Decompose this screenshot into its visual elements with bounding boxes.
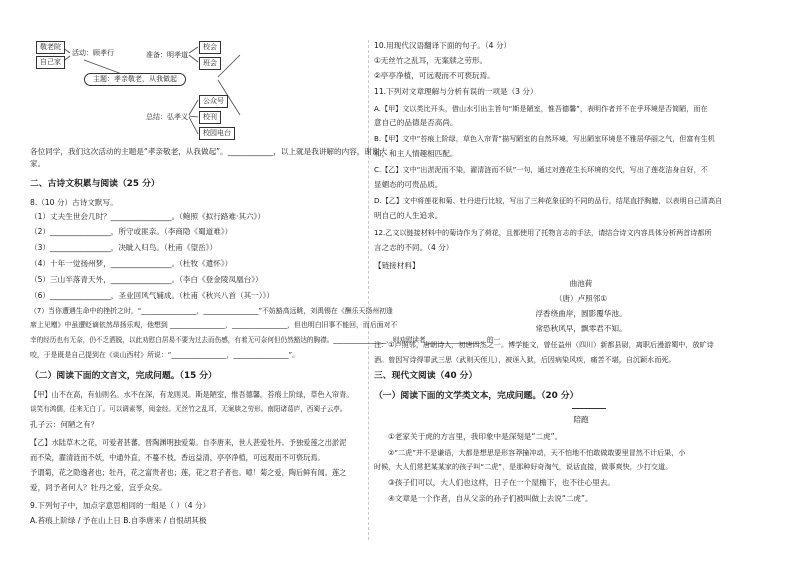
- poem-line-1: 浮香绕曲岸，圆影覆华池。: [535, 309, 627, 318]
- story-paragraph-1: ①老家关于虎的方言里，我印象中是深刻是“二虎”。: [388, 432, 563, 441]
- passage-b-line-1: 【乙】水陆草木之花，可爱者甚蕃。晋陶渊明独爱菊。自李唐来，世人甚爱牡丹。予独爱莲之出淤泥: [30, 438, 347, 447]
- question-11: 11.下列对文章理解与分析有误的一项是（3 分）: [374, 87, 538, 96]
- question-11-option-b-1: B.【甲】文中“苔痕上阶绿，草色入帘青”描写陋室的自然环境，写出陋室环境是不雅居华丽之气，但富有生机: [374, 134, 715, 143]
- paragraph-conclusion-end: 家。: [30, 159, 46, 168]
- paragraph-conclusion: 各位同学，我们这次活动的主题是“孝亲敬老，从我做起”。____________，以上就是我讲解的内容，谢谢大: [30, 147, 388, 156]
- story-paragraph-3: ③孩子们可以，大人们也这样，日子在一个屋檐下，也不往心里去。: [388, 478, 616, 487]
- box-public-account: 公众号: [199, 95, 228, 108]
- question-10-sentence-1: ①无丝竹之乱耳，无案牍之劳形。: [374, 56, 488, 65]
- question-8-item-3: （3）________________，决眦入归鸟。（杜甫《望岳》）: [30, 243, 218, 252]
- passage-b-line-4: 爱，同予者何人？牡丹之爱，宜乎众矣。: [30, 483, 167, 492]
- question-8-item-5: （5）三山半落青天外，________________。（李白《登金陵凤凰台》）: [30, 275, 263, 284]
- box-school-meeting: 校会: [199, 41, 221, 54]
- box-campus-radio: 校园电台: [199, 127, 235, 140]
- question-11-option-c-1: C.【乙】文中“出淤泥而不染，濯清涟而不妖”一句，通过对莲花生长环境的交代，写出了莲花洁身自好，不: [374, 165, 708, 174]
- question-8-item-7-a: （7）当你遭遇生命中的挫折之时，“________________，________________”不妨豁高远眺，刘禹锡在《酬乐天扬州初逢: [30, 307, 393, 315]
- question-8-item-7-d: 咬，于是既是自己提到在《谈山西村》所说：“________________，________________”。: [30, 351, 299, 359]
- question-8-item-6: （6）________________，圣业回风气辅成。（杜甫《秋兴八首（其一）》）: [30, 291, 275, 300]
- prepare-label: 准备：明孝道: [146, 51, 188, 59]
- story-title-rule: [572, 408, 606, 409]
- poem-title: 曲池荷: [569, 279, 593, 288]
- question-11-option-a-1: A.【甲】文以类比开头，借山水引出主旨句“斯是陋室，惟吾德馨”，表明作者并不在乎环境是否简陋，而在: [374, 104, 708, 113]
- right-column: [372, 0, 792, 562]
- link-material-label: 【链接材料】: [374, 261, 420, 270]
- passage-a-line-3: 孔子云：何陋之有？: [30, 420, 99, 429]
- story-paragraph-2-a: ②“二虎”并不是谦语，大都是想思是形容莽撞冲动，天不怕地不怕敢做敢要里冒然不计后果，小: [388, 448, 686, 457]
- question-11-option-d-2: 明自己的人生追求。: [374, 211, 443, 220]
- box-school-journal: 校刊: [199, 111, 221, 124]
- poem-author: （唐）卢照邻①: [554, 294, 608, 303]
- question-10: 10.用现代汉语翻译下面的句子。（4 分）: [374, 41, 512, 50]
- question-12-b: 言之志的不同。（4 分）: [374, 243, 454, 252]
- section-heading-modern: 三、现代文阅读（40 分）: [374, 371, 478, 381]
- box-class-meeting: 班会: [199, 57, 221, 70]
- poem-note-2: 酒。曾因写诗得罪武三思（武则天侄儿），被诬入狱，后因病染风疾，痛苦不堪，自沉颖水而死。: [374, 355, 676, 364]
- theme-box: 主题：孝亲敬老，从我做起: [84, 73, 186, 86]
- question-9: 9.下列句子中，加点字意思相同的一组是（ ）（4 分）: [30, 501, 211, 510]
- question-8-item-2: （2）________________，所守或匪亲。（李商隐《蜀道难》）: [30, 227, 233, 236]
- question-12-a: 12.乙文以链接材料中的菊诗作为了荷花，且都使用了托物言志的手法，请结合诗文内容具体分析两首诗都所: [374, 228, 712, 237]
- question-11-option-c-2: 显媚态的可贵品质。: [374, 180, 443, 189]
- box-own-home: 自己家: [36, 56, 65, 69]
- box-nursing-home: 敬老院: [36, 41, 65, 54]
- column-divider: [368, 40, 369, 540]
- activity-label: 活动：顾孝行: [72, 49, 114, 57]
- summary-label: 总结：弘孝义: [146, 113, 188, 121]
- subsection-heading-literary: （一）阅读下面的文学类文本，完成问题。（20 分）: [374, 391, 579, 401]
- poem-line-2: 常恐秋风早，飘零君不知。: [535, 324, 627, 333]
- section-heading-classical: 二、古诗文积累与阅读（25 分）: [30, 179, 160, 189]
- question-8-item-4: （4）十年一觉扬州梦，________________。（杜牧《遣怀》）: [30, 259, 233, 268]
- passage-a-line-2: 谈笑有鸿儒，往来无白丁。可以调素琴，阅金经。无丝竹之乱耳，无案牍之劳形。南阳诸葛庐，西蜀子云亭。: [30, 405, 347, 413]
- story-title: 陪跑: [573, 415, 589, 424]
- poem-note-1: 注：①卢照邻，唐朝诗人，初唐四杰之一。博学能文，曾任益州（四川）新都县尉，离职后漫游蜀中，放旷诗: [374, 340, 714, 349]
- passage-b-line-3: 予谓菊，花之隐逸者也；牡丹，花之富贵者也；莲，花之君子者也。噫！菊之爱，陶后鲜有闻。莲之: [30, 468, 347, 477]
- story-paragraph-4: ④文章是一个作者，自从父亲的孙子们被叫做上去说“二虎”。: [388, 494, 593, 503]
- question-8-item-7-c: 幸的经历也有无奈，仍不乏洒脱，以此劝慰白居易不要为过去而伤感，有着无可奈何但仍然豁达的胸襟。________________，则劝慰读者 ________________，的一: [30, 336, 501, 344]
- subsection-heading-classical-reading: （二）阅读下面的文言文，完成问题。（15 分）: [30, 371, 217, 381]
- passage-a-line-1: 【甲】山不在高，有仙则名。水不在深，有龙则灵。斯是陋室，惟吾德馨。苔痕上阶绿，草色入帘青。: [30, 390, 354, 399]
- question-11-option-a-2: 意自己的品德是否高尚。: [374, 118, 458, 127]
- question-8: 8.（10 分）古诗文默写。: [30, 198, 118, 207]
- question-8-item-7-b: 席上见赠》中虽遭贬谪依然昂扬乐观，他想到 ________________，________________，但也明白旧事不能回，而后面对不: [30, 321, 398, 329]
- question-11-option-b-2: 和，和主人情趣相匹配。: [374, 149, 458, 158]
- question-8-item-1: （1）丈夫生世会几时？________________。（鲍照《拟行路难·其六》）: [30, 212, 266, 221]
- passage-b-line-2: 而不染，濯清涟而不妖，中通外直，不蔓不枝，香远益清，亭亭净植，可远观而不可亵玩焉。: [30, 453, 325, 462]
- story-paragraph-2-b: 时候，大人们常把某某家的孩子叫“二虎”，是那种好奇淘气，说话直接，做事爽快，少打交道。: [374, 462, 673, 471]
- question-11-option-d-1: D.【乙】文中将莲花和菊、牡丹进行比较，写出了三种花象征的不同的品行，结尾直抒胸臆，以表明自己清高自: [374, 196, 723, 205]
- question-10-sentence-2: ②亭亭净植，可远观而不可亵玩焉。: [374, 71, 495, 80]
- question-9-options: A.苔痕上阶绿 / 予在山上日 B.自李唐来 / 自恨胡其极: [30, 516, 207, 525]
